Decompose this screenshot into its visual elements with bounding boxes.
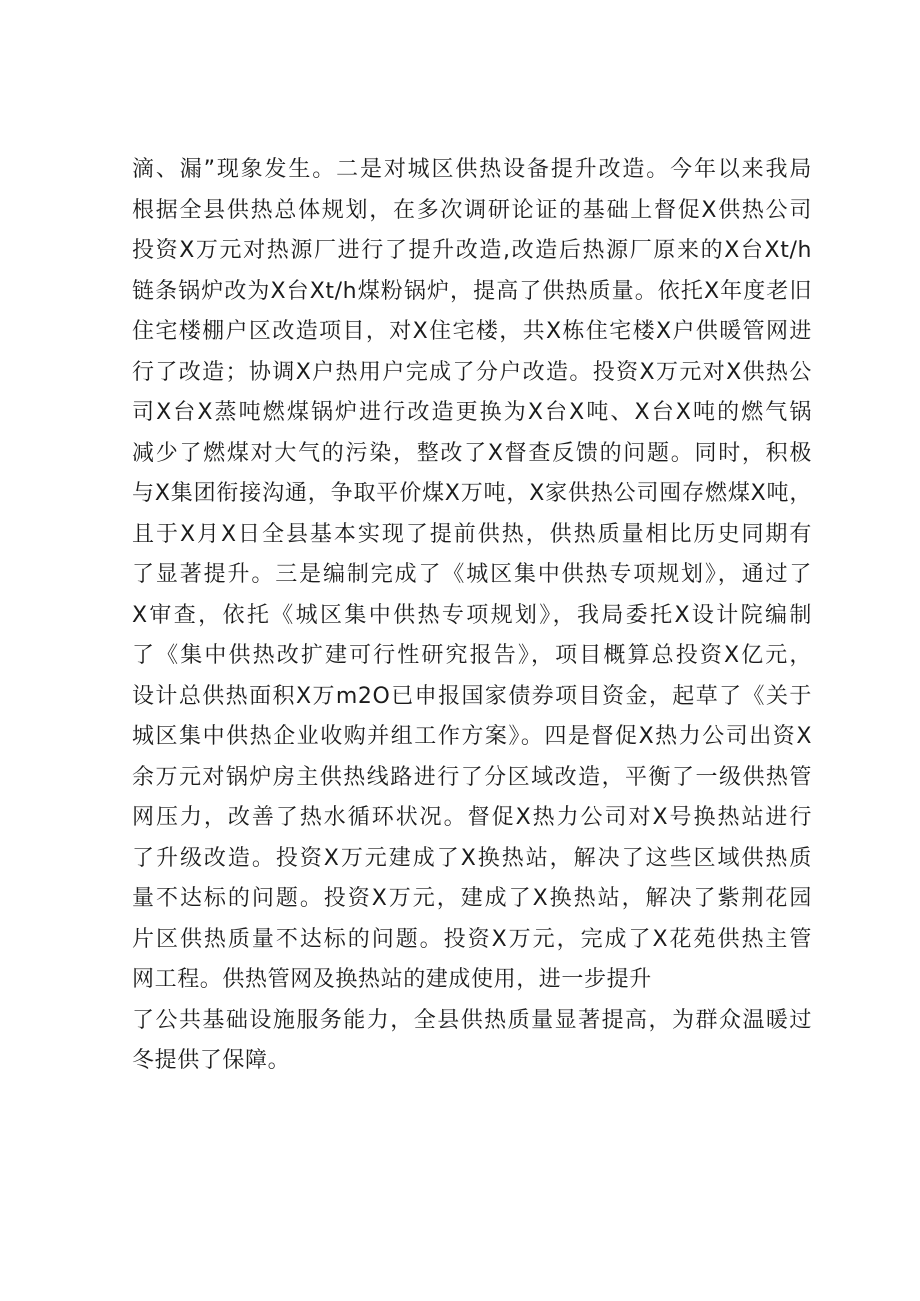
text-line-7: 司X台X蒸吨燃煤锅炉进行改造更换为X台X吨、X台X吨的燃气锅	[132, 400, 812, 425]
text-line-5: 住宅楼棚户区改造项目，对X住宅楼，共X栋住宅楼X户供暖管网进	[132, 319, 812, 344]
text-line-6: 行了改造；协调X户热用户完成了分户改造。投资X万元对X供热公	[132, 359, 812, 385]
text-line-1: 滴、漏”现象发生。二是对城区供热设备提升改造。今年以来我局	[132, 157, 812, 182]
text-line-2: 根据全县供热总体规划，在多次调研论证的基础上督促X供热公司	[132, 197, 812, 223]
text-line-18: 了升级改造。投资X万元建成了X换热站，解决了这些区域供热质	[132, 845, 812, 871]
text-line-20: 片区供热质量不达标的问题。投资X万元，完成了X花苑供热主管	[132, 926, 812, 952]
text-line-17: 网压力，改善了热水循环状况。督促X热力公司对X号换热站进行	[132, 805, 812, 830]
body-paragraph	[132, 150, 812, 1082]
text-line-9: 与X集团衔接沟通，争取平价煤X万吨，X家供热公司囤存燃煤X吨，	[132, 481, 812, 506]
text-line-11: 了显著提升。三是编制完成了《城区集中供热专项规划》，通过了	[132, 562, 812, 587]
text-line-22: 了公共基础设施服务能力，全县供热质量显著提高，为群众温暖过	[132, 1007, 812, 1033]
text-line-21: 网工程。供热管网及换热站的建成使用，进一步提升	[132, 967, 652, 992]
text-line-23: 冬提供了保障。	[132, 1048, 291, 1073]
text-line-3: 投资X万元对热源厂进行了提升改造,改造后热源厂原来的X台Xt/h	[132, 238, 812, 263]
text-line-4: 链条锅炉改为X台Xt/h煤粉锅炉，提高了供热质量。依托X年度老旧	[132, 278, 812, 304]
text-line-14: 设计总供热面积X万m2O已申报国家债券项目资金，起草了《关于	[132, 683, 812, 709]
text-line-12: X审查，依托《城区集中供热专项规划》，我局委托X设计院编制	[132, 602, 812, 628]
text-line-8: 减少了燃煤对大气的污染，整改了X督查反馈的问题。同时，积极	[132, 440, 812, 466]
text-line-13: 了《集中供热改扩建可行性研究报告》，项目概算总投资X亿元，	[132, 643, 812, 668]
text-line-15: 城区集中供热企业收购并组工作方案》。四是督促X热力公司出资X	[132, 724, 812, 749]
text-line-19: 量不达标的问题。投资X万元，建成了X换热站，解决了紫荆花园	[132, 886, 812, 911]
text-line-16: 余万元对锅炉房主供热线路进行了分区域改造，平衡了一级供热管	[132, 764, 812, 790]
text-line-10: 且于X月X日全县基本实现了提前供热，供热质量相比历史同期有	[132, 521, 812, 547]
